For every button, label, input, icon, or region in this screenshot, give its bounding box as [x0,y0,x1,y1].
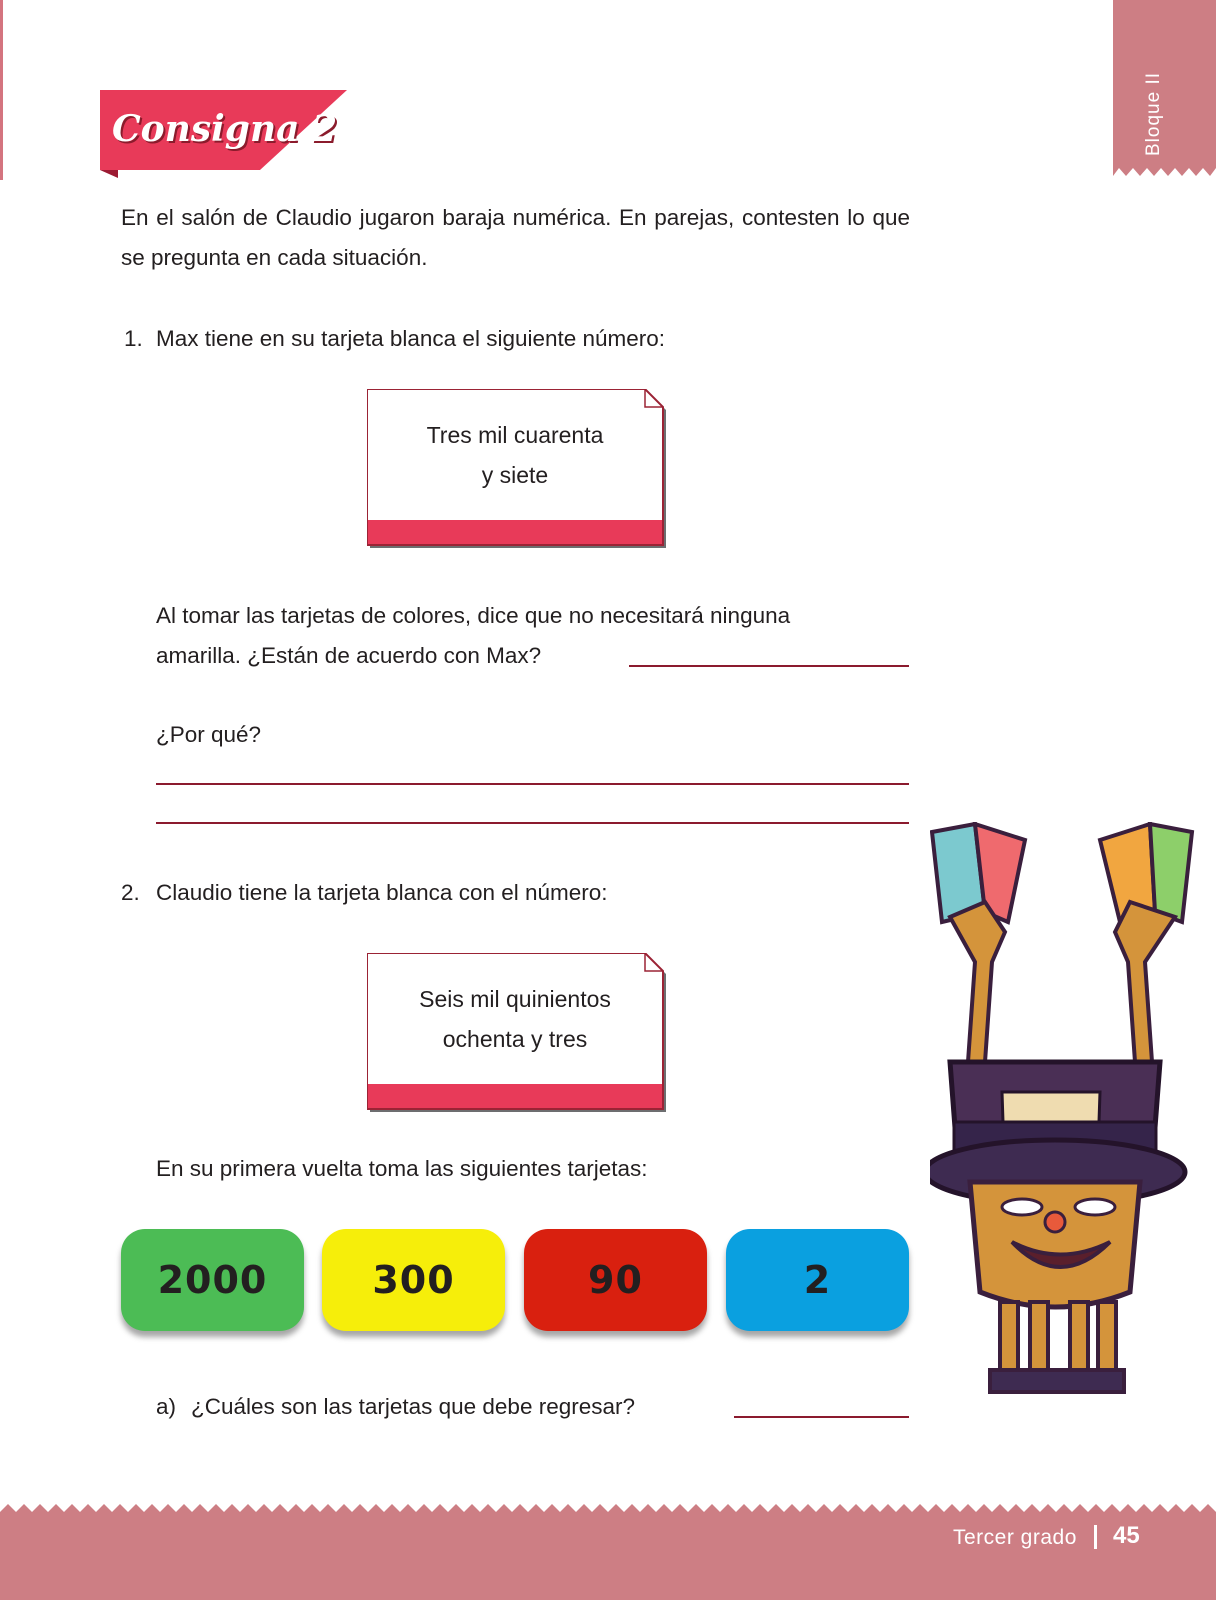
question-1-number: 1. [124,326,143,351]
answer-line-return-cards[interactable] [734,1416,909,1418]
card-1-line-1: Tres mil cuarenta [426,422,604,448]
intro-paragraph: En el salón de Claudio jugaron baraja numérica. En parejas, contesten lo que se pregunta en cada situación. [121,205,910,270]
consigna-title: Consigna 2 [112,108,338,150]
footer-separator [1094,1525,1097,1549]
question-1-prompt-line-2: amarilla. ¿Están de acuerdo con Max? [156,643,542,668]
question-1-prompt-line-1: Al tomar las tarjetas de colores, dice que no necesitará ninguna [156,603,791,628]
page-edge-stripe [0,0,3,180]
card-1-line-2: y siete [481,462,549,488]
question-2-turn-text: En su primera vuelta toma las siguientes tarjetas: [156,1156,648,1181]
question-1-why: ¿Por qué? [156,722,262,747]
number-card-red[interactable]: 90 [524,1229,707,1331]
question-2-text: Claudio tiene la tarjeta blanca con el número: [156,880,608,905]
page-number: 45 [1113,1522,1140,1549]
number-card-green[interactable]: 2000 [121,1229,304,1331]
number-card-yellow[interactable]: 300 [322,1229,505,1331]
answer-line-why-2[interactable] [156,822,909,824]
card-2-line-1: Seis mil quinientos [419,986,611,1012]
answer-line-why-1[interactable] [156,783,909,785]
number-card-blue[interactable]: 2 [726,1229,909,1331]
white-number-card-2 [367,953,663,1108]
footer-zigzag [0,1502,1216,1514]
card-2-line-2: ochenta y tres [442,1026,588,1052]
answer-line-agree[interactable] [629,665,909,667]
mascot-face [970,1182,1140,1307]
question-2-number: 2. [121,880,140,905]
mascot-legs [990,1302,1124,1392]
zigzag-edge [1113,166,1216,178]
question-1-text: Max tiene en su tarjeta blanca el siguiente número: [156,326,666,351]
bloque-label: Bloque II [1143,72,1164,156]
mascot-illustration [930,822,1196,1422]
sub-question-a-label: a) [156,1394,177,1419]
sub-question-a-text: ¿Cuáles son las tarjetas que debe regresar? [191,1394,636,1419]
footer-grade: Tercer grado [953,1526,1077,1549]
white-number-card-1 [367,389,663,544]
